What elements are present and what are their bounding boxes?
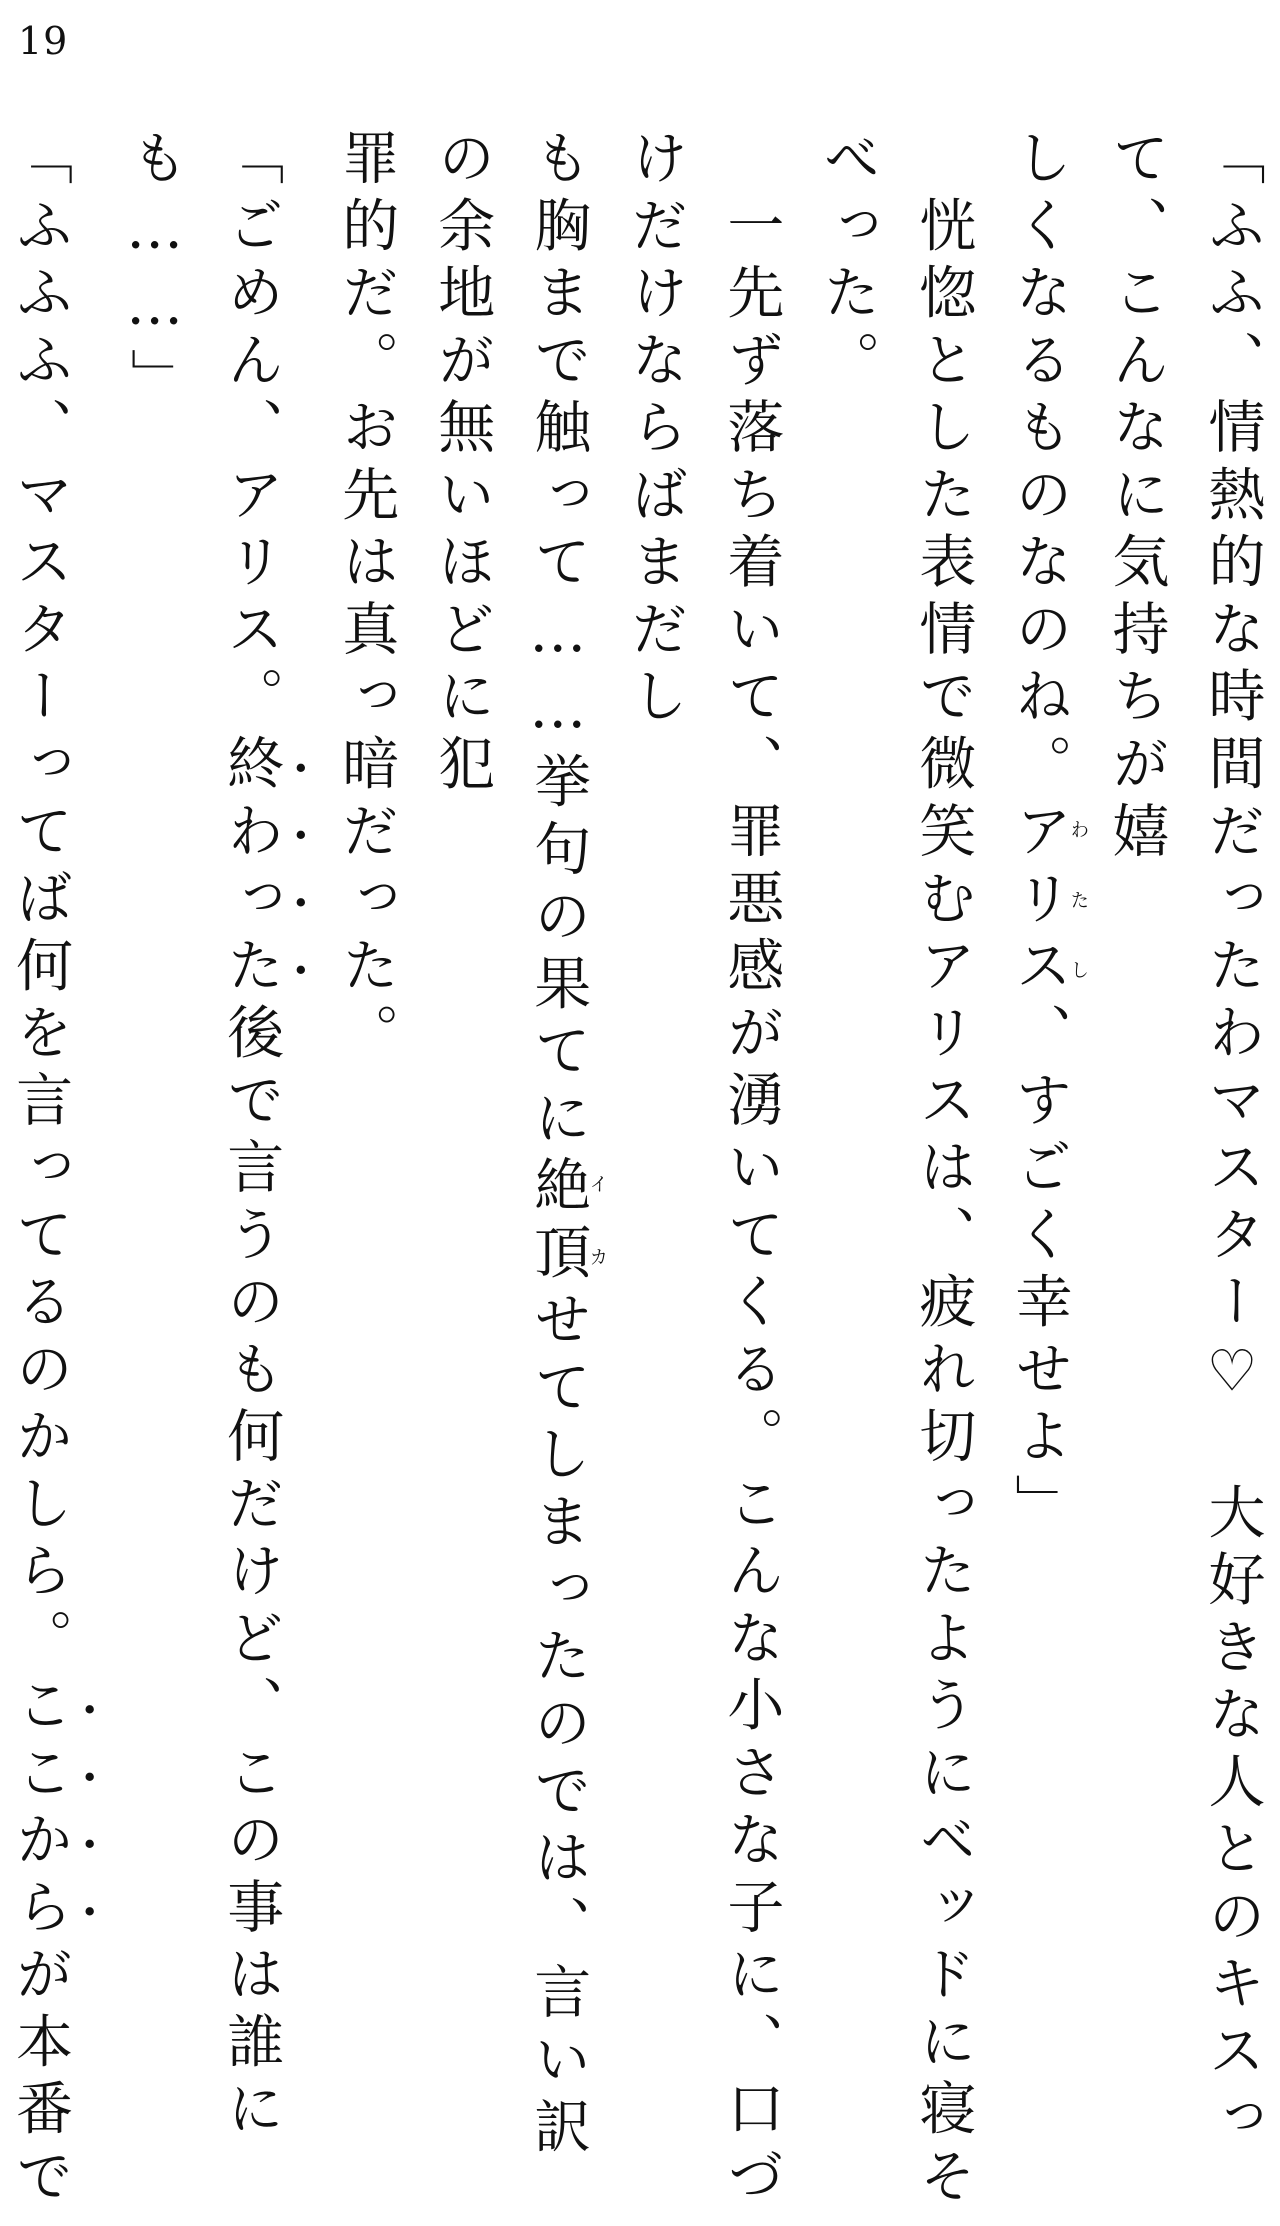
- text-segment: 「ふふふ、マスターってば何を言ってるのかしら。: [6, 128, 73, 1675]
- text-line: [107, 128, 318, 2218]
- ruby-reading: わたし: [1067, 800, 1089, 1003]
- text-segment: せてしまったのでは、言い訳の余地が無いほどに犯: [428, 128, 591, 2164]
- text-segment: 「ごめん、アリス。: [217, 128, 284, 734]
- vertical-text-body: [6, 128, 1280, 2218]
- text-segment: しくなるものなのね。: [1005, 128, 1072, 801]
- text-line: [318, 128, 414, 2218]
- text-line: [799, 128, 991, 2218]
- text-line: [414, 128, 607, 2218]
- ruby-annotation: [524, 1154, 608, 1290]
- text-segment: 一先ず落ち着いて、罪悪感が湧いてくる。こんな小さな子に、口づけだけならばまだし: [621, 128, 784, 2214]
- text-segment: 罪的だ。お先は真っ暗だった。: [332, 128, 399, 1070]
- ruby-base: 絶頂: [524, 1154, 591, 1290]
- text-line: [991, 128, 1088, 2218]
- text-segment: 「ふふ、情熱的な時間だったわマスター♡ 大好きな人とのキスって、こんなに気持ちが嬉: [1102, 128, 1265, 2155]
- text-segment: も胸まで触って……挙句の果てに: [524, 128, 591, 1155]
- emphasis-text: 終わった: [217, 733, 284, 1003]
- text-line: [1088, 128, 1280, 2218]
- ruby-reading: イカ: [586, 1154, 608, 1290]
- ruby-annotation: [1005, 800, 1089, 1003]
- text-line: [607, 128, 799, 2218]
- text-segment: が本番で: [6, 1944, 73, 2214]
- ruby-base: アリス: [1005, 800, 1072, 1003]
- emphasis-text: ここから: [6, 1674, 73, 1945]
- text-line: [0, 128, 107, 2218]
- text-segment: 恍惚とした表情で微笑むアリスは、疲れ切ったようにベッドに寝そべった。: [813, 128, 976, 2214]
- text-segment: 、すごく幸せよ」: [1005, 1002, 1072, 1541]
- text-segment: 後で言うのも何だけど、この事は誰にも……」: [121, 128, 284, 2146]
- page-number: 19: [18, 19, 69, 63]
